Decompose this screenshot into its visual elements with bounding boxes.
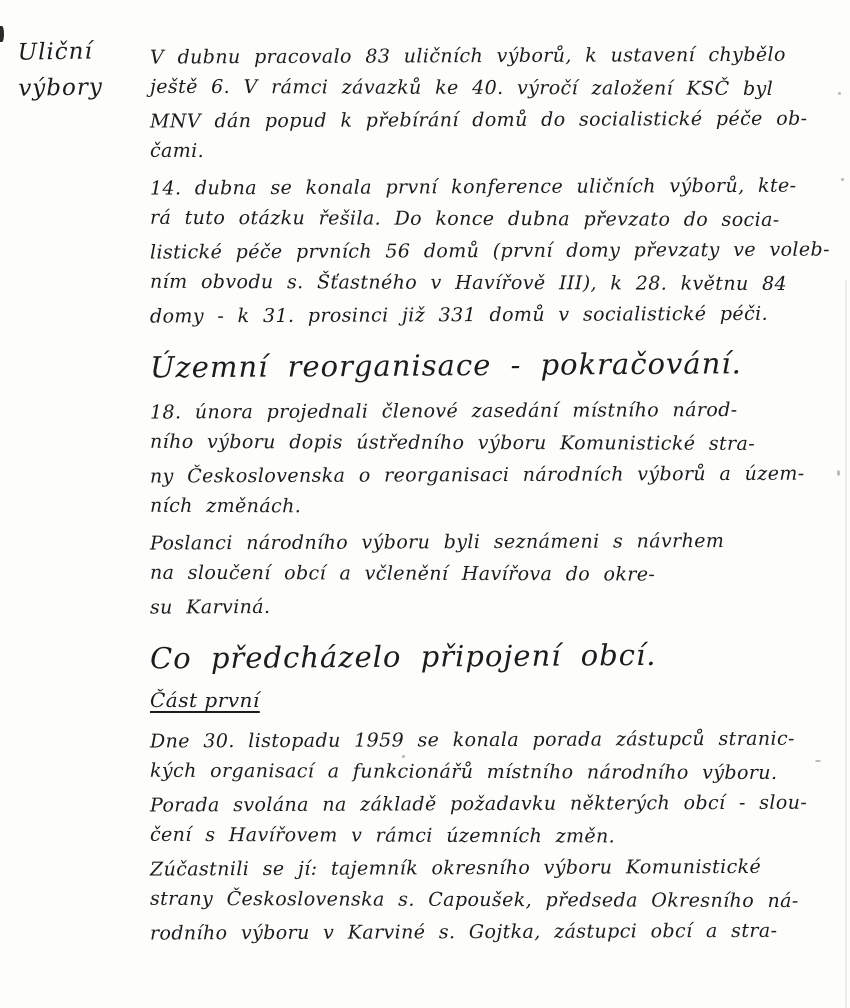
handwriting-line: na sloučení obcí a včlenění Havířova do okre-: [149, 561, 656, 586]
scan-speck: [841, 178, 844, 181]
handwriting-line: Dne 30. listopadu 1959 se konala porada zástupců stranic-: [149, 727, 795, 753]
handwriting-line: listické péče prvních 56 domů (první domy převzaty ve voleb-: [149, 238, 830, 264]
handwriting-line: 18. února projednali členové zasedání místního národ-: [149, 398, 738, 424]
handwriting-line: 14. dubna se konala první konference uličních výborů, kte-: [149, 174, 797, 200]
handwriting-line: Zúčastnili se jí: tajemník okresního výboru Komunistické: [149, 855, 762, 881]
handwriting-line: Porada svolána na základě požadavku některých obcí - slou-: [149, 791, 808, 817]
scan-speck: [402, 755, 405, 758]
scan-artifact-mark: [0, 26, 4, 42]
handwriting-line: čami.: [149, 139, 205, 162]
scan-edge-line: [845, 280, 847, 1008]
handwriting-line: ny Československa o reorganisaci národních výborů a územ-: [149, 462, 805, 488]
scan-speck: [837, 470, 840, 476]
handwriting-line: ního výboru dopis ústředního výboru Komunistické stra-: [149, 430, 756, 455]
paragraph-first-conference: [150, 171, 840, 331]
handwriting-line: rodního výboru v Karviné s. Gojtka, zástupci obcí a stra-: [149, 919, 778, 945]
margin-label-line1: Uliční: [17, 38, 94, 66]
handwriting-line: MNV dán popud k přebírání domů do socialistické péče ob-: [149, 107, 808, 133]
subheading-part-one: Část první: [150, 688, 260, 712]
handwriting-line: ním obvodu s. Šťastného v Havířově III), k 28. květnu 84: [149, 270, 788, 296]
margin-label-line2: výbory: [18, 74, 104, 102]
heading-what-preceded-annexation: Co předcházelo připojení obcí.: [149, 637, 657, 676]
heading-territorial-reorganisation: Územní reorganisace - pokračování.: [149, 346, 742, 385]
document-body: [150, 40, 840, 951]
handwriting-line: domy - k 31. prosinci již 331 domů v socialistické péči.: [149, 302, 769, 328]
paragraph-february-session: [150, 395, 840, 523]
handwriting-line: ještě 6. V rámci závazků ke 40. výročí založení KSČ byl: [149, 75, 774, 100]
paragraph-street-committees: [150, 40, 840, 168]
handwriting-line: V dubnu pracovalo 83 uličních výborů, k ustavení chybělo: [149, 43, 786, 69]
handwriting-line: rá tuto otázku řešila. Do konce dubna převzato do socia-: [149, 206, 780, 231]
margin-label: [17, 33, 103, 106]
scan-speck: [815, 760, 821, 762]
paragraph-meeting-1959: [150, 724, 840, 948]
handwriting-line: strany Československa s. Capoušek, předseda Okresního ná-: [149, 887, 799, 913]
scan-speck: [838, 92, 841, 95]
handwriting-line: kých organisací a funkcionářů místního národního výboru.: [149, 759, 778, 784]
handwriting-line: Poslanci národního výboru byli seznámeni s návrhem: [149, 529, 725, 555]
handwriting-line: čení s Havířovem v rámci územních změn.: [149, 823, 616, 848]
handwriting-line: ních změnách.: [149, 494, 302, 518]
paragraph-deputies-informed: [150, 526, 840, 622]
handwriting-line: su Karviná.: [149, 595, 271, 619]
